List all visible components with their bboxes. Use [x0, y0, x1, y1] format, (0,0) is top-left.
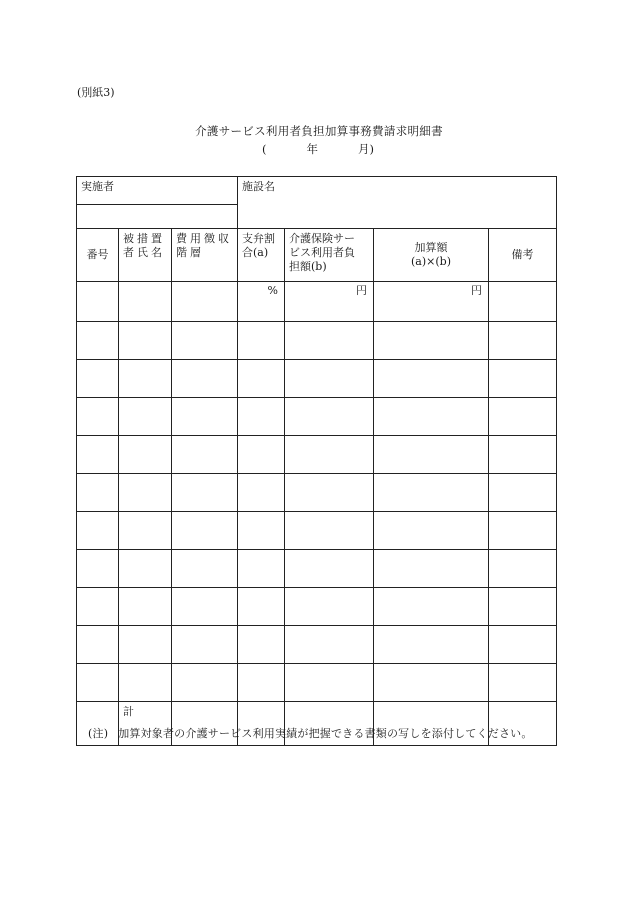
attachment-label: (別紙3): [77, 86, 115, 99]
footnote-text: 加算対象者の介護サービス利用実績が把握できる書類の写しを添付してください。: [118, 727, 533, 740]
table-row: [77, 550, 557, 588]
period-close: ): [369, 142, 374, 156]
col-added-line2: (a)×(b): [411, 255, 451, 268]
col-cost-line2: 階層: [176, 245, 204, 259]
col-ratio-header: [238, 229, 285, 282]
table-row: [77, 436, 557, 474]
document-title: 介護サービス利用者負担加算事務費請求明細書: [195, 124, 443, 138]
col-person-line2: 者氏名: [123, 245, 165, 259]
facility-cell: [238, 177, 557, 229]
ratio-unit: %: [238, 282, 285, 322]
table-row: [77, 474, 557, 512]
total-label: 計: [119, 702, 172, 746]
statement-table: [76, 176, 557, 746]
col-added-line1: 加算額: [414, 241, 448, 255]
period-month: 月: [358, 142, 370, 156]
burden-unit: 円: [285, 282, 374, 322]
col-cost-line1: 費用徴収: [176, 232, 232, 245]
period-open: (: [262, 142, 267, 156]
col-person-header: [119, 229, 172, 282]
table-row: [77, 664, 557, 702]
col-remarks-header: [489, 229, 557, 282]
implementer-label: 実施者: [81, 180, 114, 193]
col-added-header: [374, 229, 489, 282]
table-row: [77, 512, 557, 550]
col-burden-line3: 担額(b): [289, 259, 327, 273]
col-burden-header: [285, 229, 374, 282]
table-row: [77, 398, 557, 436]
table-row: [77, 626, 557, 664]
implementer-label-cell: [77, 177, 238, 205]
implementer-value-cell: [77, 205, 238, 229]
col-ratio-line2: 合(a): [242, 245, 269, 259]
col-remarks-label: 備考: [511, 248, 534, 262]
table-row: [77, 588, 557, 626]
footnote-tag: (注): [88, 727, 109, 740]
col-person-line1: 被措置: [123, 232, 165, 245]
added-unit: 円: [374, 282, 489, 322]
col-burden-line2: ビス利用者負: [289, 245, 355, 259]
col-number-label: 番号: [86, 248, 109, 262]
period-year: 年: [306, 142, 318, 156]
table-row: [77, 282, 557, 322]
col-cost-header: [172, 229, 238, 282]
table-row: [77, 360, 557, 398]
footnote: [88, 725, 533, 741]
table-row: [77, 322, 557, 360]
col-burden-line1: 介護保険サー: [289, 232, 355, 245]
facility-label: 施設名: [242, 180, 275, 193]
period-line: [262, 141, 374, 157]
col-number-header: [77, 229, 119, 282]
col-ratio-line1: 支弁割: [242, 232, 275, 245]
